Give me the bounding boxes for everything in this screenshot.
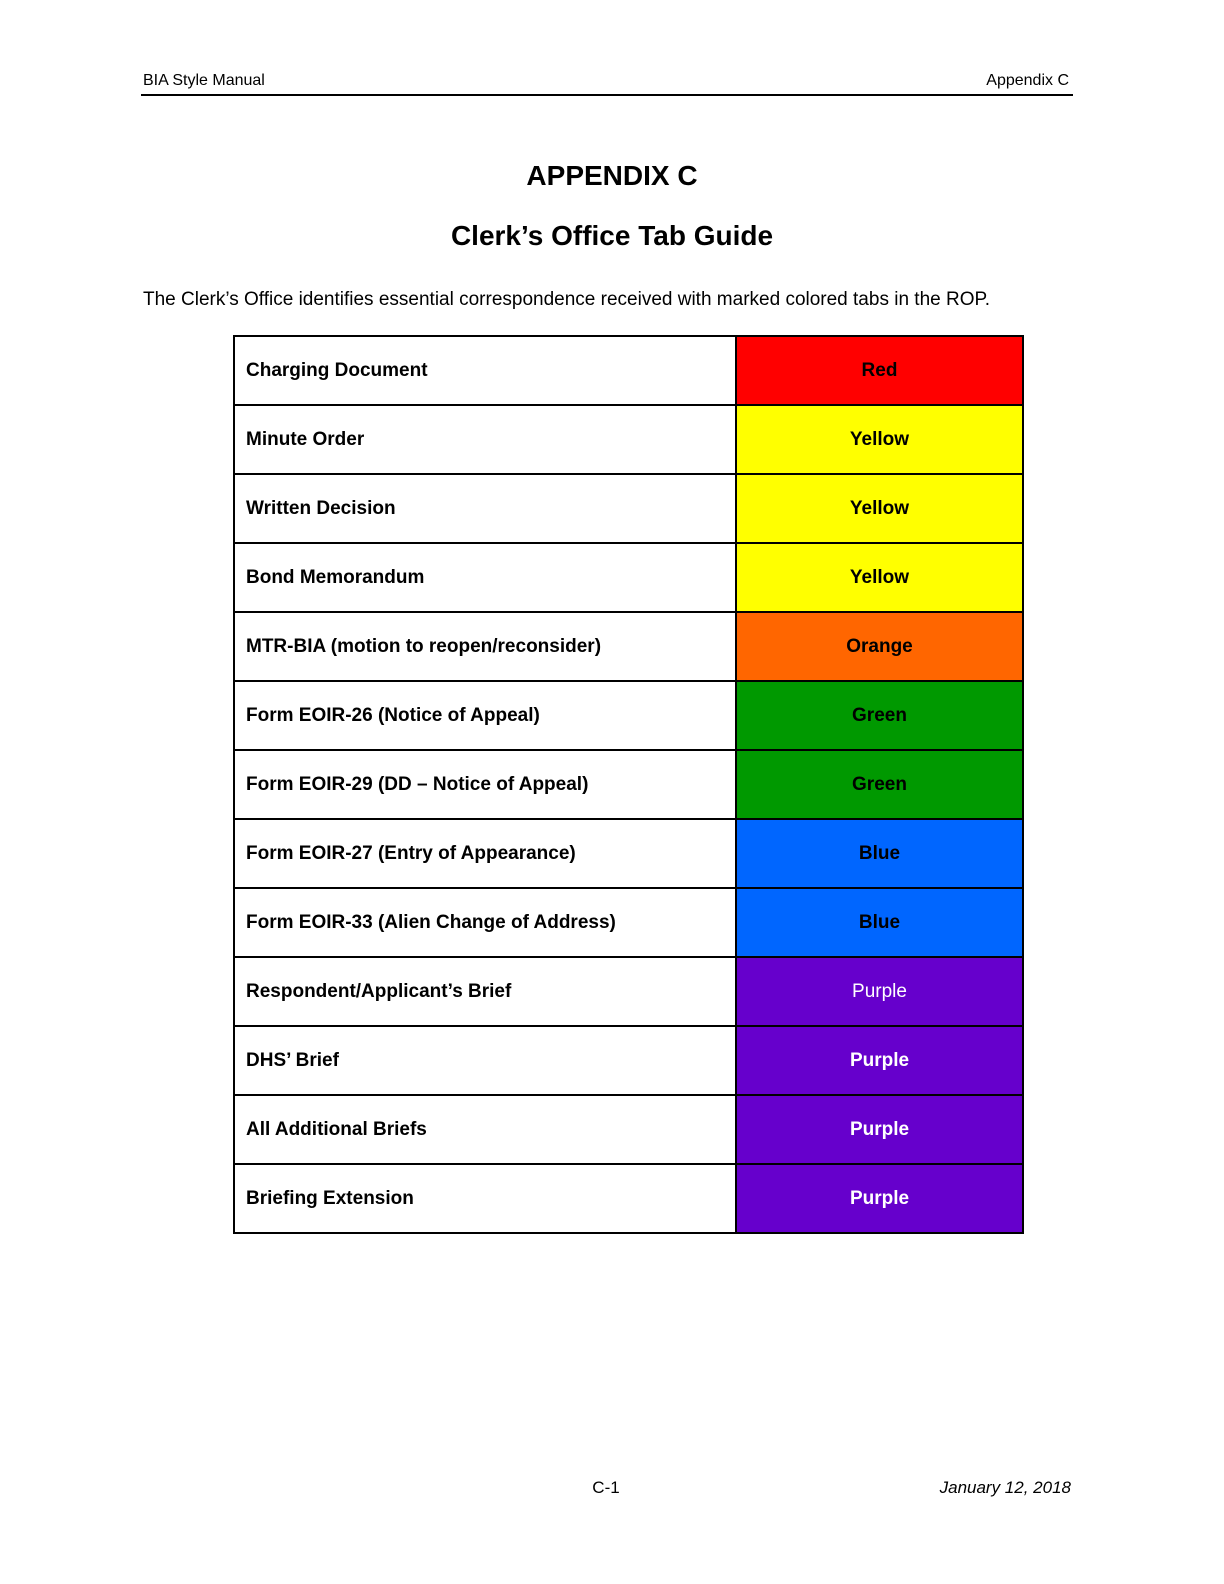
tab-color-cell: Yellow <box>736 543 1023 612</box>
tab-color-cell: Blue <box>736 819 1023 888</box>
page-number: C-1 <box>592 1478 620 1497</box>
table-row <box>234 405 1023 474</box>
page-header <box>141 72 1073 96</box>
table-row <box>234 957 1023 1026</box>
document-cell: Minute Order <box>234 405 736 474</box>
document-cell: All Additional Briefs <box>234 1095 736 1164</box>
table-row <box>234 1026 1023 1095</box>
tab-color-cell: Yellow <box>736 474 1023 543</box>
document-cell: Briefing Extension <box>234 1164 736 1233</box>
document-cell: Form EOIR-33 (Alien Change of Address) <box>234 888 736 957</box>
table-row <box>234 1095 1023 1164</box>
table-row <box>234 474 1023 543</box>
tab-color-cell: Green <box>736 750 1023 819</box>
document-cell: DHS’ Brief <box>234 1026 736 1095</box>
table-row <box>234 888 1023 957</box>
tab-guide-table <box>233 335 1024 1234</box>
tab-color-cell: Purple <box>736 1095 1023 1164</box>
intro-paragraph: The Clerk’s Office identifies essential correspondence received with marked colored tabs in the ROP. <box>143 289 990 310</box>
document-cell: Written Decision <box>234 474 736 543</box>
table-row <box>234 750 1023 819</box>
document-cell: Charging Document <box>234 336 736 405</box>
page-subtitle: Clerk’s Office Tab Guide <box>450 220 774 251</box>
document-cell: Respondent/Applicant’s Brief <box>234 957 736 1026</box>
tab-color-cell: Purple <box>736 1164 1023 1233</box>
table-row <box>234 819 1023 888</box>
document-cell: Form EOIR-26 (Notice of Appeal) <box>234 681 736 750</box>
header-appendix-label: Appendix C <box>986 72 1069 89</box>
page-title: APPENDIX C <box>526 160 698 191</box>
document-cell: Bond Memorandum <box>234 543 736 612</box>
tab-color-cell: Purple <box>736 957 1023 1026</box>
table-row <box>234 543 1023 612</box>
table-row <box>234 681 1023 750</box>
document-cell: Form EOIR-27 (Entry of Appearance) <box>234 819 736 888</box>
revision-date: January 12, 2018 <box>939 1478 1071 1497</box>
tab-color-cell: Purple <box>736 1026 1023 1095</box>
document-cell: MTR-BIA (motion to reopen/reconsider) <box>234 612 736 681</box>
tab-color-cell: Yellow <box>736 405 1023 474</box>
table-row <box>234 1164 1023 1233</box>
table-row <box>234 336 1023 405</box>
tab-color-cell: Green <box>736 681 1023 750</box>
table-row <box>234 612 1023 681</box>
tab-color-cell: Orange <box>736 612 1023 681</box>
tab-color-cell: Red <box>736 336 1023 405</box>
tab-color-cell: Blue <box>736 888 1023 957</box>
header-manual-title: BIA Style Manual <box>143 72 265 89</box>
document-cell: Form EOIR-29 (DD – Notice of Appeal) <box>234 750 736 819</box>
